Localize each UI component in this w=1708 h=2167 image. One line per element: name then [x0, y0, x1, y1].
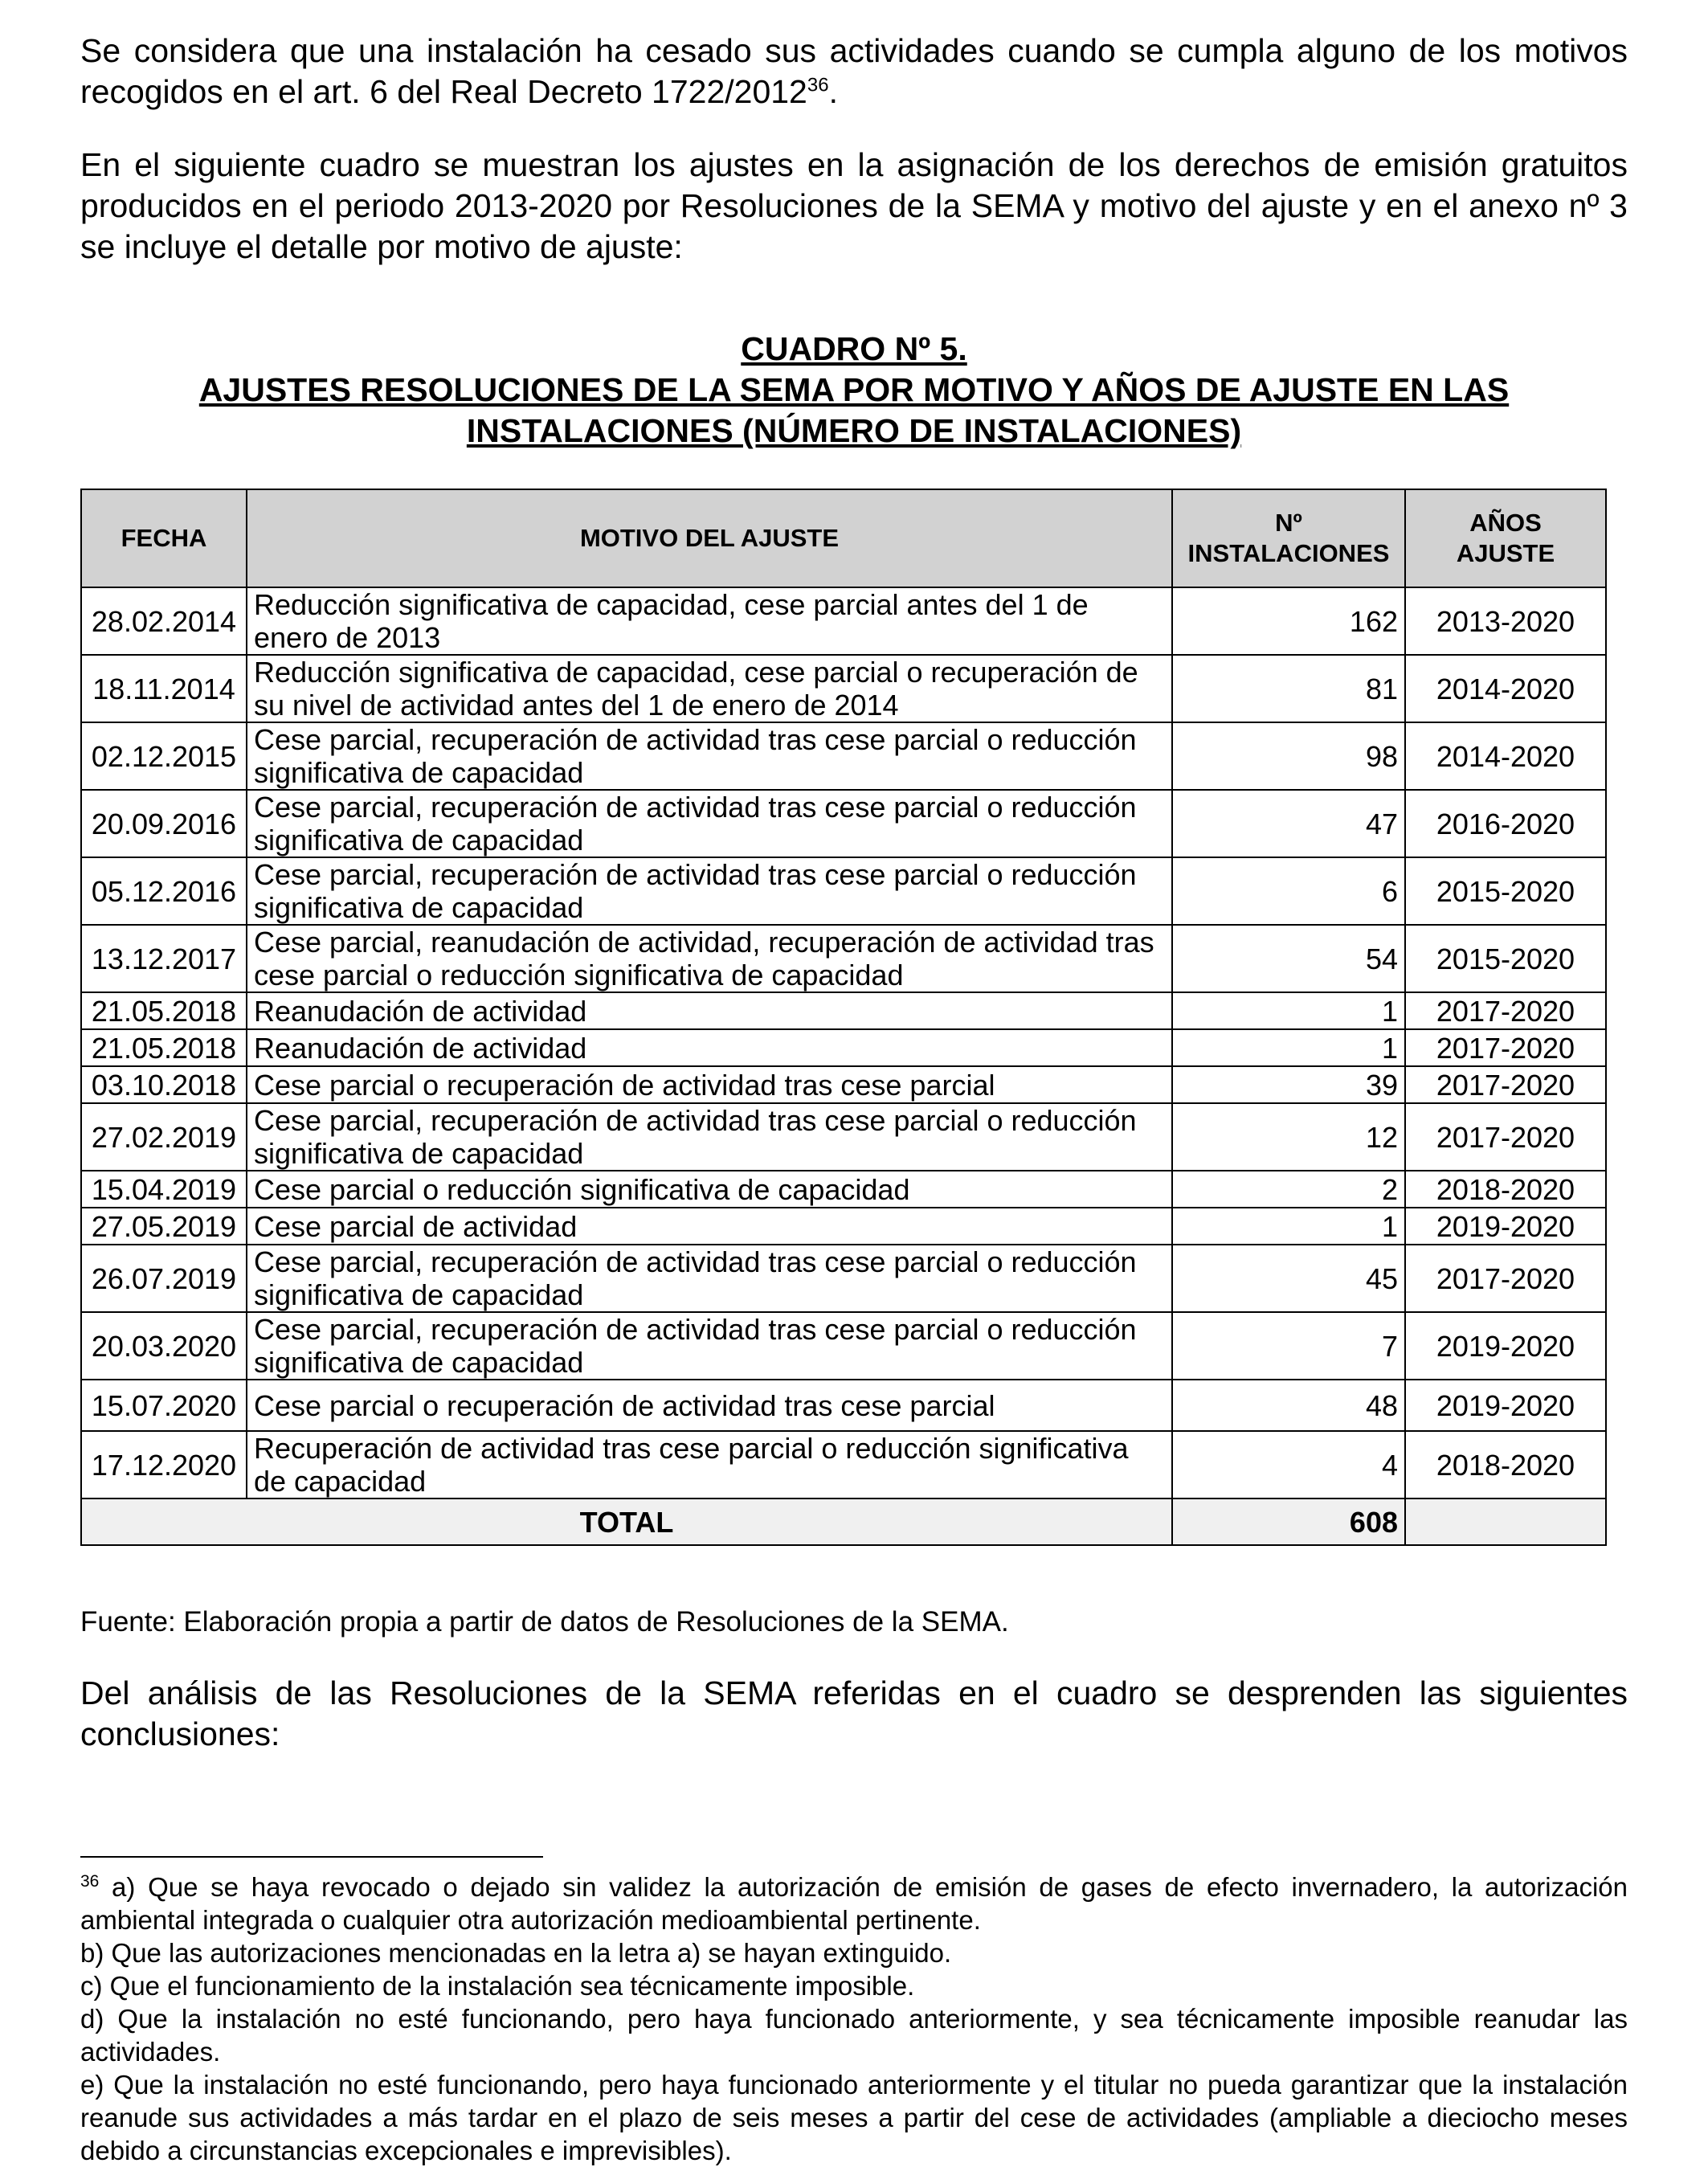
- cell-instalaciones: 48: [1172, 1380, 1405, 1431]
- cell-anos: 2019-2020: [1405, 1208, 1606, 1245]
- header-instalaciones-line-2: INSTALACIONES: [1187, 539, 1390, 567]
- cell-motivo: Reducción significativa de capacidad, cese parcial antes del 1 de enero de 2013: [247, 587, 1172, 655]
- cell-instalaciones: 1: [1172, 1029, 1405, 1066]
- footnote-c: c) Que el funcionamiento de la instalación sea técnicamente imposible.: [80, 1971, 915, 2001]
- footnote-reference[interactable]: 36: [807, 74, 829, 96]
- cell-fecha: 15.04.2019: [81, 1171, 247, 1208]
- cell-instalaciones: 45: [1172, 1245, 1405, 1312]
- table-row: [81, 655, 1606, 722]
- adjustments-table: [80, 489, 1607, 1546]
- cell-fecha: 17.12.2020: [81, 1431, 247, 1499]
- table-header-row: [81, 489, 1606, 587]
- cell-fecha: 02.12.2015: [81, 722, 247, 790]
- cell-fecha: 27.02.2019: [81, 1103, 247, 1171]
- table-row: [81, 1380, 1606, 1431]
- header-anos-line-1: AÑOS: [1469, 509, 1542, 537]
- cell-instalaciones: 1: [1172, 992, 1405, 1029]
- table-row: [81, 587, 1606, 655]
- cell-fecha: 03.10.2018: [81, 1066, 247, 1103]
- cell-anos: 2017-2020: [1405, 1066, 1606, 1103]
- table-title-line-2: INSTALACIONES (NÚMERO DE INSTALACIONES): [466, 412, 1242, 449]
- table-row: [81, 1029, 1606, 1066]
- cell-motivo: Cese parcial, recuperación de actividad tras cese parcial o reducción significativa de capacidad: [247, 857, 1172, 925]
- cell-anos: 2014-2020: [1405, 722, 1606, 790]
- document-page: [80, 31, 1628, 2165]
- cell-instalaciones: 2: [1172, 1171, 1405, 1208]
- footnote-b: b) Que las autorizaciones mencionadas en la letra a) se hayan extinguido.: [80, 1938, 952, 1968]
- header-fecha: FECHA: [81, 489, 247, 587]
- cell-motivo: Cese parcial de actividad: [247, 1208, 1172, 1245]
- cell-motivo: Reanudación de actividad: [247, 1029, 1172, 1066]
- table-row: [81, 925, 1606, 992]
- table-row: [81, 992, 1606, 1029]
- footnote-a: [80, 1871, 1628, 1936]
- table-row: [81, 1208, 1606, 1245]
- table-row: [81, 1066, 1606, 1103]
- cell-motivo: Cese parcial, reanudación de actividad, recuperación de actividad tras cese parcial o reducción significativa de capacidad: [247, 925, 1172, 992]
- cell-motivo: Cese parcial, recuperación de actividad tras cese parcial o reducción significativa de capacidad: [247, 1245, 1172, 1312]
- intro-paragraph-1: [80, 31, 1628, 112]
- table-row: [81, 857, 1606, 925]
- cell-motivo: Reanudación de actividad: [247, 992, 1172, 1029]
- cell-motivo: Cese parcial o recuperación de actividad tras cese parcial: [247, 1066, 1172, 1103]
- cell-instalaciones: 12: [1172, 1103, 1405, 1171]
- total-empty-cell: [1405, 1499, 1606, 1545]
- footnote-d: d) Que la instalación no esté funcionando, pero haya funcionado anteriormente, y sea técnicamente imposible reanudar las actividades.: [80, 2004, 1628, 2067]
- cell-motivo: Cese parcial, recuperación de actividad tras cese parcial o reducción significativa de capacidad: [247, 722, 1172, 790]
- cell-anos: 2019-2020: [1405, 1312, 1606, 1380]
- table-source-note: Fuente: Elaboración propia a partir de datos de Resoluciones de la SEMA.: [80, 1606, 1009, 1638]
- cell-instalaciones: 7: [1172, 1312, 1405, 1380]
- footnote-separator: [80, 1856, 543, 1858]
- cell-motivo: Cese parcial, recuperación de actividad tras cese parcial o reducción significativa de capacidad: [247, 1312, 1172, 1380]
- intro-paragraph-1-text: Se considera que una instalación ha cesado sus actividades cuando se cumpla alguno de los motivos recogidos en el art. 6 del Real Decreto 1722/2012: [80, 32, 1628, 110]
- cell-fecha: 28.02.2014: [81, 587, 247, 655]
- cell-fecha: 15.07.2020: [81, 1380, 247, 1431]
- table-title-line-1: AJUSTES RESOLUCIONES DE LA SEMA POR MOTIVO Y AÑOS DE AJUSTE EN LAS: [198, 371, 1510, 408]
- cell-instalaciones: 4: [1172, 1431, 1405, 1499]
- cell-anos: 2018-2020: [1405, 1171, 1606, 1208]
- cell-anos: 2019-2020: [1405, 1380, 1606, 1431]
- cell-instalaciones: 39: [1172, 1066, 1405, 1103]
- cell-motivo: Cese parcial o recuperación de actividad tras cese parcial: [247, 1380, 1172, 1431]
- table-row: [81, 1103, 1606, 1171]
- footnote-a-text: a) Que se haya revocado o dejado sin validez la autorización de emisión de gases de efecto invernadero, la autorización ambiental integrada o cualquier otra autorización medioambiental pertinente.: [80, 1872, 1628, 1935]
- intro-paragraph-2: En el siguiente cuadro se muestran los ajustes en la asignación de los derechos de emisión gratuitos producidos en el periodo 2013-2020 por Resoluciones de la SEMA y motivo del ajuste y en el anexo nº 3 se incluye el detalle por motivo de ajuste:: [80, 146, 1628, 265]
- table-row: [81, 1245, 1606, 1312]
- header-motivo: MOTIVO DEL AJUSTE: [247, 489, 1172, 587]
- cell-motivo: Recuperación de actividad tras cese parcial o reducción significativa de capacidad: [247, 1431, 1172, 1499]
- cell-anos: 2018-2020: [1405, 1431, 1606, 1499]
- cell-motivo: Cese parcial, recuperación de actividad tras cese parcial o reducción significativa de capacidad: [247, 1103, 1172, 1171]
- total-label: TOTAL: [81, 1499, 1172, 1545]
- cell-anos: 2013-2020: [1405, 587, 1606, 655]
- table-row: [81, 1171, 1606, 1208]
- table-row: [81, 790, 1606, 857]
- header-anos: [1405, 489, 1606, 587]
- cell-fecha: 13.12.2017: [81, 925, 247, 992]
- cell-motivo: Cese parcial o reducción significativa de capacidad: [247, 1171, 1172, 1208]
- total-row: [81, 1499, 1606, 1545]
- cell-instalaciones: 98: [1172, 722, 1405, 790]
- cell-motivo: Cese parcial, recuperación de actividad tras cese parcial o reducción significativa de capacidad: [247, 790, 1172, 857]
- cell-fecha: 20.03.2020: [81, 1312, 247, 1380]
- cell-instalaciones: 81: [1172, 655, 1405, 722]
- cell-anos: 2014-2020: [1405, 655, 1606, 722]
- cell-anos: 2017-2020: [1405, 1029, 1606, 1066]
- cell-anos: 2017-2020: [1405, 1245, 1606, 1312]
- header-anos-line-2: AJUSTE: [1456, 539, 1555, 567]
- table-title: [80, 329, 1628, 452]
- cell-anos: 2016-2020: [1405, 790, 1606, 857]
- table-row: [81, 1312, 1606, 1380]
- cell-fecha: 27.05.2019: [81, 1208, 247, 1245]
- table-number: CUADRO Nº 5.: [741, 330, 967, 367]
- cell-instalaciones: 1: [1172, 1208, 1405, 1245]
- cell-anos: 2017-2020: [1405, 1103, 1606, 1171]
- cell-instalaciones: 54: [1172, 925, 1405, 992]
- table-row: [81, 1431, 1606, 1499]
- cell-motivo: Reducción significativa de capacidad, cese parcial o recuperación de su nivel de actividad antes del 1 de enero de 2014: [247, 655, 1172, 722]
- table-row: [81, 722, 1606, 790]
- cell-fecha: 05.12.2016: [81, 857, 247, 925]
- cell-fecha: 21.05.2018: [81, 1029, 247, 1066]
- cell-fecha: 21.05.2018: [81, 992, 247, 1029]
- cell-anos: 2017-2020: [1405, 992, 1606, 1029]
- footnote-number: 36: [80, 1872, 100, 1891]
- header-instalaciones: [1172, 489, 1405, 587]
- cell-instalaciones: 6: [1172, 857, 1405, 925]
- cell-instalaciones: 47: [1172, 790, 1405, 857]
- footnote-e: e) Que la instalación no esté funcionando, pero haya funcionado anteriormente y el titular no pueda garantizar que la instalación reanude sus actividades a más tardar en el plazo de seis meses a partir del cese de actividades (ampliable a dieciocho meses debido a circunstancias excepcionales e imprevisibles).: [80, 2070, 1628, 2165]
- cell-fecha: 20.09.2016: [81, 790, 247, 857]
- footnotes: [80, 1871, 1628, 2167]
- cell-anos: 2015-2020: [1405, 925, 1606, 992]
- cell-fecha: 26.07.2019: [81, 1245, 247, 1312]
- intro-paragraph-1-end: .: [828, 73, 838, 110]
- header-instalaciones-line-1: Nº: [1275, 509, 1302, 537]
- cell-fecha: 18.11.2014: [81, 655, 247, 722]
- total-value: 608: [1172, 1499, 1405, 1545]
- cell-anos: 2015-2020: [1405, 857, 1606, 925]
- conclusions-paragraph: Del análisis de las Resoluciones de la SEMA referidas en el cuadro se desprenden las siguientes conclusiones:: [80, 1674, 1628, 1752]
- cell-instalaciones: 162: [1172, 587, 1405, 655]
